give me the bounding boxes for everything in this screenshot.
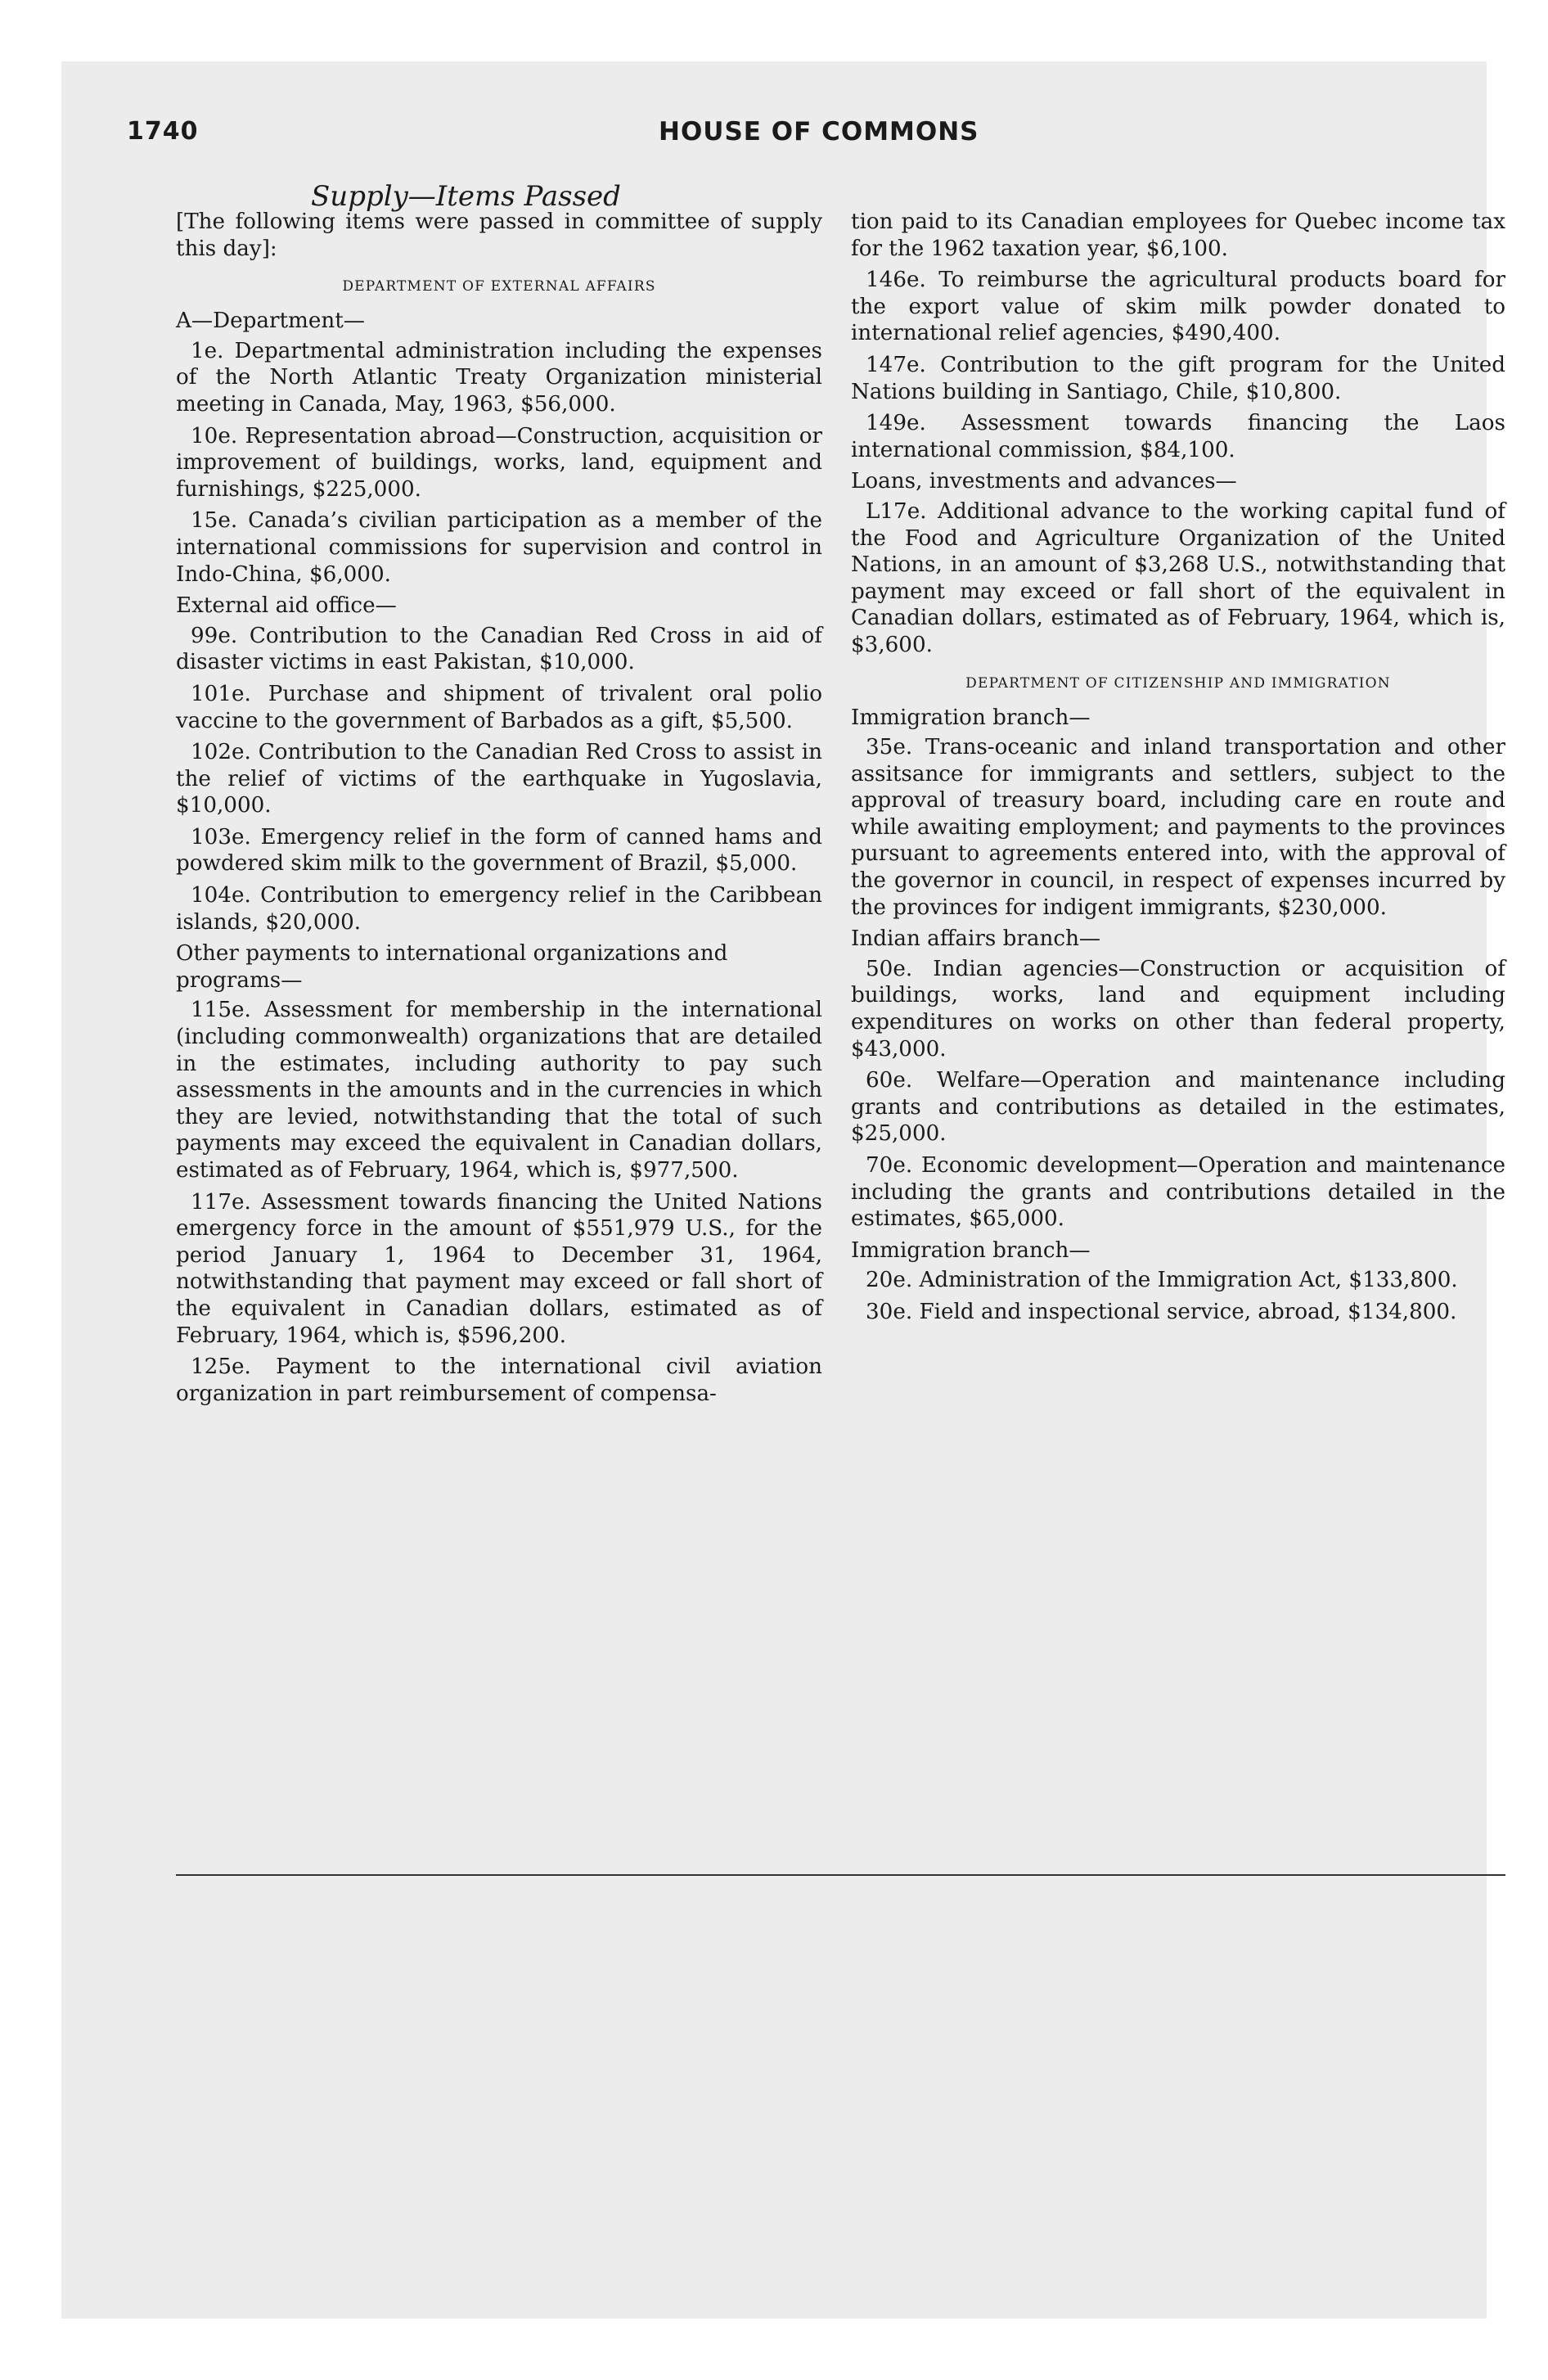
intro-paragraph: [The following items were passed in committee of supply this day]: bbox=[176, 210, 822, 261]
supply-item: 101e. Purchase and shipment of trivalent oral polio vaccine to the government of Barbados as a gift, $5,500. bbox=[176, 681, 822, 733]
subheading: Immigration branch— bbox=[851, 705, 1091, 730]
supply-item: 35e. Trans-oceanic and inland transportation and other assitsance for immigrants and settlers, subject to the approval of treasury board, including care en route and while awaiting employment; and payments to the provinces pursuant to agreements entered into, with the approval of the governor in council, in respect of expenses incurred by the provinces for indigent immigrants, $230,000. bbox=[851, 735, 1505, 920]
running-head: HOUSE OF COMMONS bbox=[659, 117, 979, 146]
supply-item: 70e. Economic development—Operation and maintenance including the grants and contributions detailed in the estimates, $65,000. bbox=[851, 1153, 1505, 1232]
supply-item: 60e. Welfare—Operation and maintenance including grants and contributions as detailed in the estimates, $25,000. bbox=[851, 1068, 1505, 1147]
supply-item: 15e. Canada’s civilian participation as a member of the international commissions for supervision and control in Indo-China, $6,000. bbox=[176, 508, 822, 587]
supply-item: 115e. Assessment for membership in the international (including commonwealth) organizations that are detailed in the estimates, including authority to pay such assessments in the amounts and in the currencies in which they are levied, notwithstanding that the total of such payments may exceed the equivalent in Canadian dollars, estimated as of February, 1964, which is, $977,500. bbox=[176, 998, 822, 1183]
page-number: 1740 bbox=[127, 117, 199, 146]
supply-item: 125e. Payment to the international civil aviation organization in part reimbursement of compensa- bbox=[176, 1355, 822, 1406]
supply-item: 30e. Field and inspectional service, abroad, $134,800. bbox=[866, 1299, 1457, 1324]
page-header bbox=[127, 117, 979, 153]
supply-item: 1e. Departmental administration including the expenses of the North Atlantic Treaty Organization ministerial meeting in Canada, May, 1963, $56,000. bbox=[176, 338, 822, 417]
supply-item: 10e. Representation abroad—Construction, acquisition or improvement of buildings, works, land, equipment and furnishings, $225,000. bbox=[176, 423, 822, 502]
supply-item: 117e. Assessment towards financing the United Nations emergency force in the amount of $551,979 U.S., for the period January 1, 1964 to December 31, 1964, notwithstanding that payment may exceed or fall short of the equivalent in Canadian dollars, estimated as of February, 1964, which is, $596,200. bbox=[176, 1189, 822, 1348]
supply-item: 149e. Assessment towards financing the Laos international commission, $84,100. bbox=[851, 411, 1505, 462]
supply-item: 20e. Administration of the Immigration Act, $133,800. bbox=[866, 1268, 1458, 1293]
section-rule bbox=[176, 1874, 1505, 1876]
right-column bbox=[851, 209, 1505, 1331]
supply-item: 50e. Indian agencies—Construction or acquisition of buildings, works, land and equipment including expenditures on works on other than federal property, $43,000. bbox=[851, 956, 1505, 1062]
supply-item: 104e. Contribution to emergency relief in the Caribbean islands, $20,000. bbox=[176, 883, 822, 935]
subheading: Immigration branch— bbox=[851, 1237, 1091, 1263]
department-heading: DEPARTMENT OF CITIZENSHIP AND IMMIGRATION bbox=[965, 674, 1391, 692]
department-heading: DEPARTMENT OF EXTERNAL AFFAIRS bbox=[342, 278, 656, 295]
section-title: Supply—Items Passed bbox=[311, 180, 621, 213]
supply-item-continued: tion paid to its Canadian employees for Quebec income tax for the 1962 taxation year, $6,100. bbox=[851, 210, 1505, 261]
supply-item: 99e. Contribution to the Canadian Red Cross in aid of disaster victims in east Pakistan, $10,000. bbox=[176, 623, 822, 675]
supply-item: L17e. Additional advance to the working capital fund of the Food and Agriculture Organization of the United Nations, in an amount of $3,268 U.S., notwithstanding that payment may exceed or fall short of the equivalent in Canadian dollars, estimated as of February, 1964, which is, $3,600. bbox=[851, 498, 1505, 657]
supply-item: 147e. Contribution to the gift program for the United Nations building in Santiago, Chile, $10,800. bbox=[851, 352, 1505, 404]
supply-item: 146e. To reimburse the agricultural products board for the export value of skim milk powder donated to international relief agencies, $490,400. bbox=[851, 268, 1505, 346]
subheading: Loans, investments and advances— bbox=[851, 469, 1237, 494]
supply-item: 102e. Contribution to the Canadian Red Cross to assist in the relief of victims of the earthquake in Yugoslavia, $10,000. bbox=[176, 740, 822, 818]
subheading: Other payments to international organizations and programs— bbox=[176, 941, 728, 993]
subheading: A—Department— bbox=[176, 309, 365, 334]
left-column bbox=[176, 209, 822, 1412]
subheading: External aid office— bbox=[176, 593, 397, 619]
page bbox=[61, 61, 1505, 2319]
supply-item: 103e. Emergency relief in the form of canned hams and powdered skim milk to the government of Brazil, $5,000. bbox=[176, 824, 822, 877]
subheading: Indian affairs branch— bbox=[851, 926, 1101, 952]
